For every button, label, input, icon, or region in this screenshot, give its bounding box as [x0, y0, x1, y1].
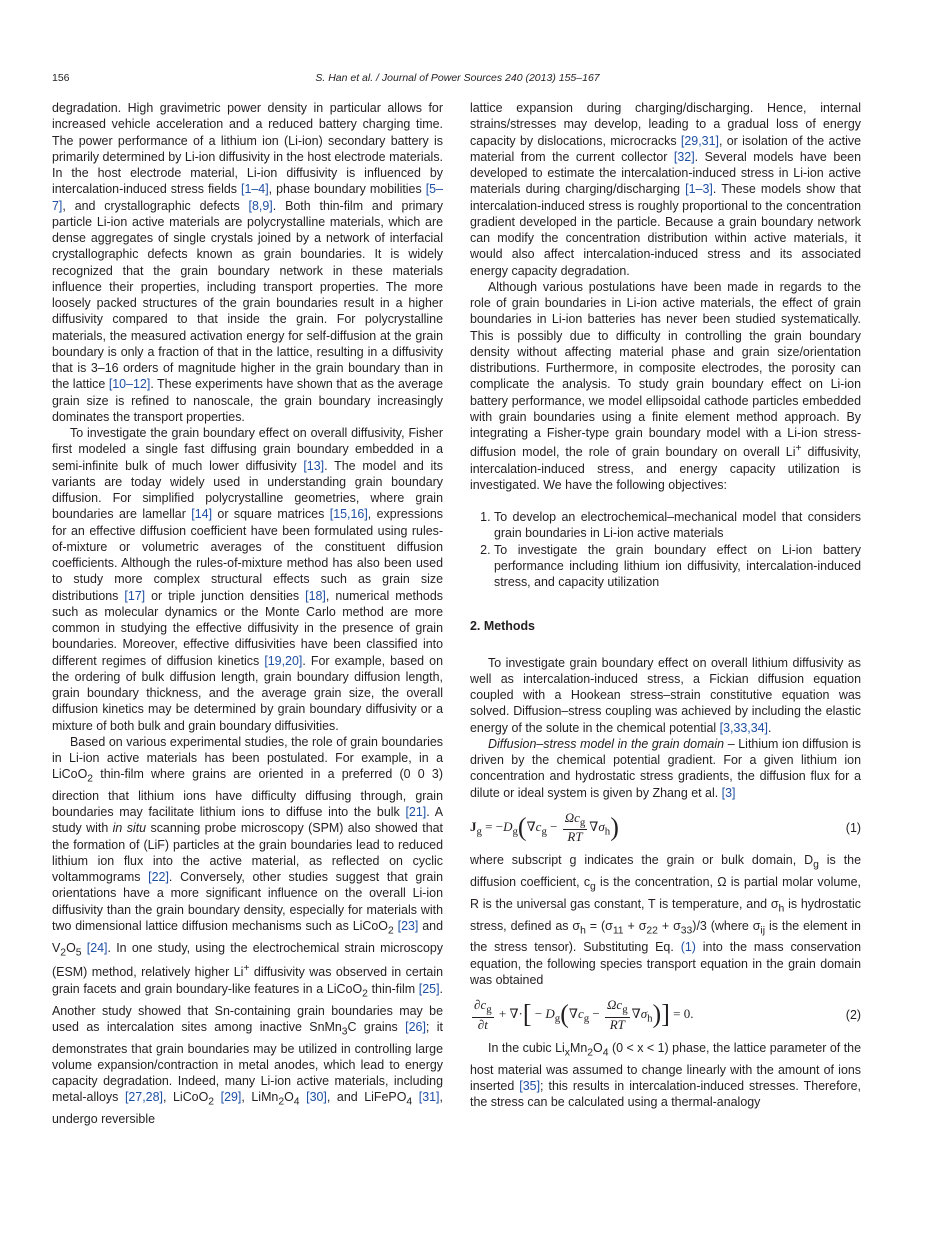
paragraph: In the cubic $Li_xMn_2O_4$ (0 < x < 1) phase, the lattice parameter of the host material was assumed to change linearly with the amount of ions inserted [35]; this results in intercalation-induced stresses. Therefore, the stress can be calculated using a thermal-analogy — [470, 1040, 861, 1109]
citation-link[interactable]: [31] — [418, 1090, 440, 1105]
citation-link[interactable]: [35] — [519, 1078, 541, 1093]
paragraph: Although various postulations have been made in regards to the role of grain boundaries in Li-ion active materials, the effect of grain boundaries in Li-ion batteries has never been studied systematically. This is possibly due to difficulty in controlling the grain boundary density without affecting material phase and grain size/orientation distributions. Furthermore, in composite electrodes, the porosity can complicate the analysis. To study grain boundary effect on Li-ion battery performance, we model ellipsoidal cathode particles embedded with grain boundaries using a finite element method approach. By integrating a Fisher-type grain boundary model with a Li-ion stress-diffusion model, the role of grain boundary on overall Li+ diffusivity, intercalation-induced stress, and energy capacity utilization is investigated. We have the following objectives: — [470, 279, 861, 492]
running-header — [52, 72, 863, 88]
citation-link[interactable]: [25] — [418, 981, 440, 996]
citation-link[interactable]: [1–4] — [240, 182, 269, 197]
citation-link[interactable]: [23] — [397, 918, 419, 933]
citation-link[interactable]: [27,28] — [124, 1090, 163, 1105]
citation-link[interactable]: [32] — [673, 149, 695, 164]
list-item: 1. To develop an electrochemical–mechanical model that considers grain boundaries in Li-ion active materials — [494, 509, 861, 542]
citation-link[interactable]: [29] — [220, 1090, 242, 1105]
paragraph: To investigate the grain boundary effect on overall diffusivity, Fisher first modeled a single fast diffusing grain boundary embedded in a semi-infinite bulk of much lower diffusivity [13]. The model and its variants are today widely used in understanding grain boundary diffusion. For simplified polycrystalline geometries, where grain boundaries are lamellar [14] or square matrices [15,16], expressions for an effective diffusion coefficient have been formulated using rules-of-mixture or volumetric averages of the constituent diffusion coefficients. Although the rules-of-mixture method has also been used to study more complex structural effects such as grain size distributions [17] or triple junction densities [18], numerical methods such as molecular dynamics or the Monte Carlo method are more common in studying the effective diffusivity in the presence of grain boundaries. Moreover, effective diffusivities have been classified into different regimes of diffusion kinetics [19,20]. For example, based on the ordering of bulk diffusion length, grain boundary diffusion length, grain boundary thickness, and the average grain size, the overall diffusion kinetics may be determined by grain boundary diffusivity or a mixture of both bulk and grain boundary diffusivities. — [52, 426, 444, 733]
citation-link[interactable]: [30] — [306, 1090, 327, 1105]
objectives-list — [470, 509, 861, 590]
citation-link[interactable]: [3,33,34] — [719, 720, 769, 735]
paragraph: Based on various experimental studies, the role of grain boundaries in Li-ion active materials has been postulated. For example, in a LiCoO$_2$ thin-film where grains are oriented in a preferred (0 0 3) direction that lithium ions have difficulty diffusing through, grain boundaries may facilitate lithium ions to diffuse into the bulk [21]. A study with in situ scanning probe microscopy (SPM) also showed that the formation of (LiF) particles at the grain boundaries lead to reduced lithium ion flux into the active material, as reflected on cyclic voltammograms [22]. Conversely, other studies suggest that grain orientations have a more significant influence on the overall Li-ion diffusivity than the grain boundary density, especially for materials with two dimensional lattice diffusion mechanisms such as LiCoO$_2$ [23] and $V_2O_5$ [24]. In one study, using the electrochemical strain microscopy (ESM) method, relatively higher Li+ diffusivity was observed in certain grain facets and grain boundary-like features in a LiCoO$_2$ thin-film [25]. Another study showed that Sn-containing grain boundaries may be used as intercalation sites among inactive SnMn$_3$C grains [26]; it demonstrates that grain boundaries may be utilized in controlling large volume expansion/contraction in metal anodes, which lead to energy capacity degradation. Indeed, many Li-ion active materials, including metal-alloys [27,28], LiCoO$_2$ [29], $LiMn_2O_4$ [30], and LiFePO$_4$ [31], undergo reversible — [52, 734, 444, 1127]
citation-link[interactable]: [8,9] — [248, 198, 273, 213]
citation-link[interactable]: [15,16] — [329, 507, 368, 522]
equation-link[interactable]: (1) — [680, 940, 696, 955]
equation-2 — [470, 998, 861, 1032]
citation-link[interactable]: [17] — [124, 588, 146, 603]
equation-2-number: (2) — [845, 1007, 861, 1022]
paragraph: To investigate grain boundary effect on overall lithium diffusivity as well as intercalation-induced stress, a Fickian diffusion equation coupled with a Hookean stress–strain constitutive equation was solved. Diffusion–stress coupling was achieved by including the elastic energy of the solute in the chemical potential [3,33,34]. — [470, 655, 861, 735]
left-column — [52, 100, 443, 1127]
citation-link[interactable]: [13] — [303, 458, 325, 473]
citation-link[interactable]: [24] — [86, 940, 108, 955]
citation-link[interactable]: [29,31] — [680, 133, 719, 148]
paragraph: lattice expansion during charging/discharging. Hence, internal strains/stresses may develop, leading to a gradual loss of energy capacity by dislocations, microcracks [29,31], or isolation of the active material from the current collector [32]. Several models have been developed to estimate the intercalation-induced stress in Li-ion active materials during charging/discharging [1–3]. These models show that intercalation-induced stress is roughly proportional to the concentration gradient developed in the particle. Because a grain boundary network can modify the concentration distribution within active materials, it would also affect intercalation-induced stress and its associated energy capacity degradation. — [470, 101, 861, 278]
paragraph: degradation. High gravimetric power density in particular allows for increased vehicle acceleration and a reduced battery charging time. The power performance of a lithium ion (Li-ion) secondary battery is primarily determined by Li-ion diffusivity in the host electrode materials. In the host electrode material, Li-ion diffusivity is influenced by intercalation-induced stress fields [1–4], phase boundary mobilities [5–7], and crystallographic defects [8,9]. Both thin-film and primary particle Li-ion active materials are polycrystalline materials, which are dense aggregates of single crystals joined by a network of interfacial crystallographic defects known as grain boundaries. It is widely recognized that the grain boundary network in these materials influence their properties, including transport properties. The more loosely packed structures of the grain boundaries result in a higher diffusivity compared to that inside the grain. For polycrystalline materials, the measured activation energy for self-diffusion at the grain boundary is only a fraction of that in the lattice, resulting in a diffusivity that is 3–16 orders of magnitude higher in the grain boundary than in the lattice [10–12]. These experiments have shown that as the average grain size is refined to nanoscale, the grain boundary increasingly dominates the transport properties. — [52, 101, 443, 424]
list-item: 2. To investigate the grain boundary effect on Li-ion battery performance including lithium ion diffusivity, intercalation-induced stress, and capacity utilization — [494, 542, 861, 591]
citation-link[interactable]: [10–12] — [108, 377, 151, 392]
citation-link[interactable]: [18] — [305, 588, 326, 603]
paragraph: Diffusion–stress model in the grain domain – Lithium ion diffusion is driven by the chemical potential gradient. For a given lithium ion concentration and hydrostatic stress gradients, the diffusion flux for a dilute or ideal system is given by Zhang et al. [3] — [470, 736, 861, 800]
equation-2-expression: $\frac{\partial c_g}{\partial t}$ + ∇·[ − $D_g(\nabla c_g$ − $\frac{\Omega c_g}{RT}$ $\nabla\sigma_h)] = 0$. — [474, 997, 694, 1032]
citation-link[interactable]: [22] — [148, 870, 169, 885]
citation-link[interactable]: [3] — [721, 785, 736, 800]
equation-1 — [470, 811, 861, 845]
citation-link[interactable]: [1–3] — [685, 182, 713, 197]
citation-link[interactable]: [14] — [191, 507, 213, 522]
paragraph: where subscript g indicates the grain or bulk domain, $D_g$ is the diffusion coefficient, $c_g$ is the concentration, Ω is partial molar volume, R is the universal gas constant, T is temperature, and $\sigma_h$ is hydrostatic stress, defined as $\sigma_h = (\sigma_{11} + \sigma_{22} + \sigma_{33})/3$ (where $\sigma_{ij}$ is the element in the stress tensor). Substituting Eq. (1) into the mass conservation equation, the following species transport equation in the grain domain was obtained — [470, 853, 861, 987]
journal-reference: S. Han et al. / Journal of Power Sources 240 (2013) 155–167 — [315, 72, 600, 84]
equation-1-number: (1) — [845, 820, 861, 835]
equation-1-expression: $J_g = -D_g(\nabla c_g$ − $\frac{\Omega c_g}{RT}$ $\nabla\sigma_h$) — [470, 809, 619, 845]
section-title: 2. Methods — [470, 619, 535, 634]
citation-link[interactable]: [26] — [405, 1019, 426, 1034]
right-column — [470, 100, 861, 1110]
citation-link[interactable]: [21] — [405, 805, 427, 820]
page-number: 156 — [52, 72, 70, 84]
citation-link[interactable]: [19,20] — [264, 653, 303, 668]
citation-link[interactable]: [5–7] — [52, 182, 443, 213]
